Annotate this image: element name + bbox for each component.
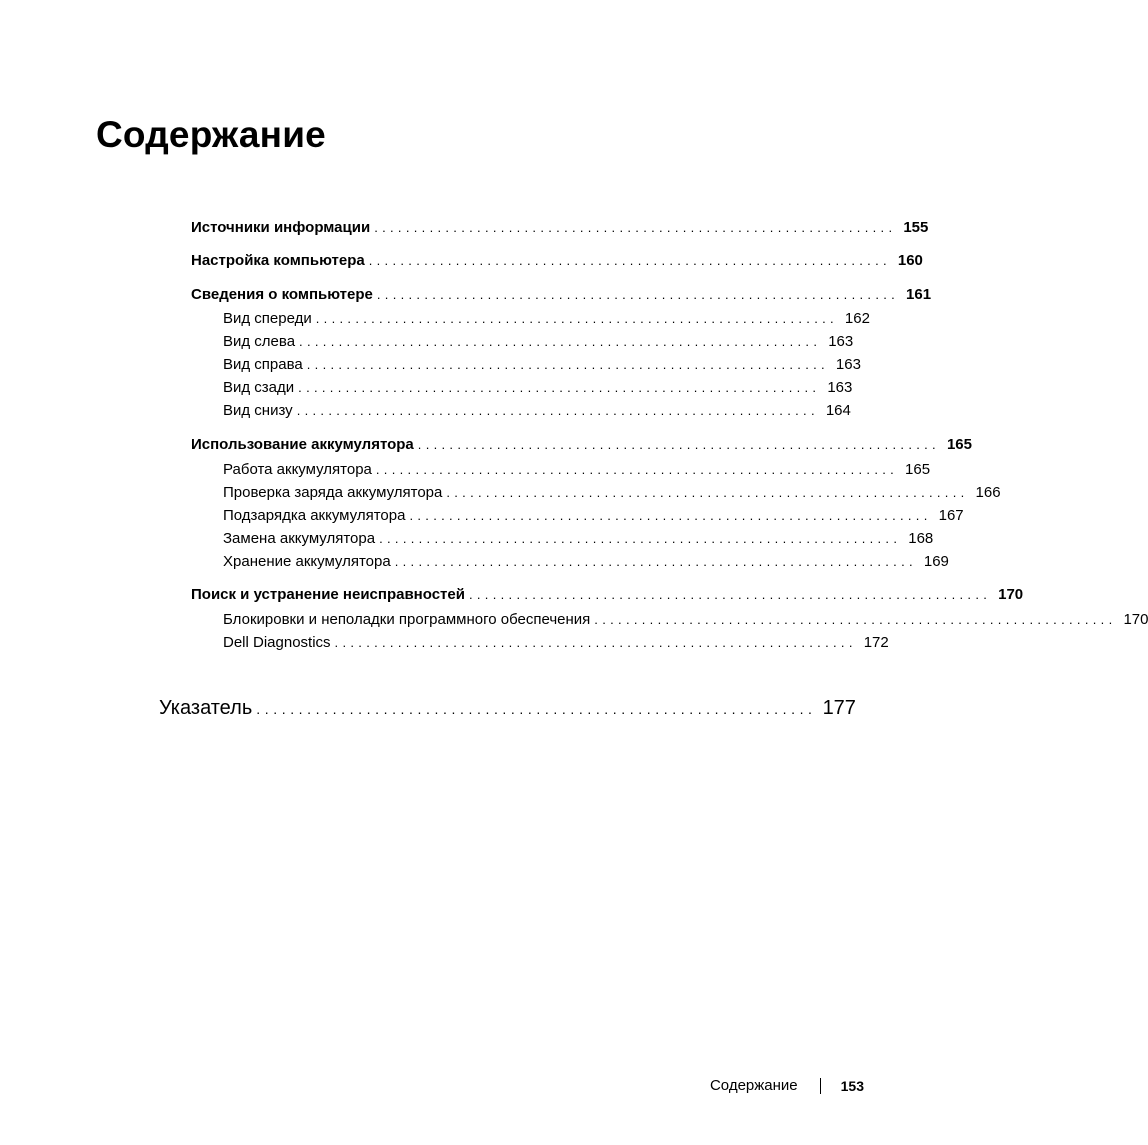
- page-footer: [710, 1076, 864, 1096]
- toc-entry-bottom-view[interactable]: [223, 401, 851, 421]
- toc-entry-page: 162: [844, 310, 870, 327]
- dot-leader: ..................................................................: [375, 462, 899, 477]
- toc-entry-software-lockups[interactable]: [223, 610, 1148, 630]
- dot-leader: ..................................................................: [446, 485, 969, 500]
- toc-entry-label: Замена аккумулятора: [223, 530, 376, 547]
- toc-entry-troubleshooting[interactable]: [191, 585, 1024, 605]
- toc-entry-page: 170: [998, 586, 1024, 603]
- dot-leader: ..................................................................: [394, 554, 917, 569]
- dot-leader: ..................................................................: [296, 403, 819, 418]
- toc-entry-about-computer[interactable]: [191, 285, 932, 305]
- toc-entry-page: 169: [923, 553, 949, 570]
- footer-page-number: 153: [840, 1078, 864, 1094]
- toc-entry-page: 170: [1123, 611, 1148, 628]
- dot-leader: ..................................................................: [334, 635, 857, 650]
- toc-entry-back-view[interactable]: [223, 378, 853, 398]
- toc-entry-label: Вид справа: [223, 356, 303, 373]
- toc-entry-info-sources[interactable]: [191, 218, 929, 238]
- toc-entry-label: Работа аккумулятора: [223, 461, 372, 478]
- toc-entry-label: Dell Diagnostics: [223, 634, 331, 651]
- toc-entry-label: Хранение аккумулятора: [223, 553, 391, 570]
- toc-entry-left-view[interactable]: [223, 332, 854, 352]
- dot-leader: ..................................................................: [374, 220, 897, 235]
- toc-entry-label: Вид слева: [223, 333, 296, 350]
- dot-leader: ..................................................................: [379, 531, 902, 546]
- toc-entry-page: 161: [906, 286, 932, 303]
- dot-leader: ..................................................................: [299, 334, 822, 349]
- toc-entry-front-view[interactable]: [223, 309, 870, 329]
- toc-entry-label: Вид снизу: [223, 402, 293, 419]
- dot-leader: ..................................................................: [368, 253, 891, 268]
- toc-entry-setup[interactable]: [191, 251, 923, 271]
- dot-leader: ..................................................................: [468, 587, 992, 602]
- dot-leader: ..................................................................: [409, 508, 932, 523]
- toc-entry-label: Источники информации: [191, 219, 371, 236]
- toc-entry-page: 177: [822, 697, 856, 719]
- toc-entry-page: 160: [897, 252, 923, 269]
- toc-entry-battery-storage[interactable]: [223, 552, 949, 572]
- dot-leader: ..................................................................: [594, 612, 1117, 627]
- toc-entry-page: 166: [975, 484, 1001, 501]
- toc-entry-label: Поиск и устранение неисправностей: [191, 586, 465, 603]
- toc-entry-label: Настройка компьютера: [191, 252, 365, 269]
- toc-entry-page: 164: [825, 402, 851, 419]
- toc-entry-label: Сведения о компьютере: [191, 286, 373, 303]
- toc-entry-label: Использование аккумулятора: [191, 436, 414, 453]
- toc-entry-page: 155: [903, 219, 929, 236]
- toc-entry-label: Блокировки и неполадки программного обеспечения: [223, 611, 591, 628]
- toc-entry-battery-charging[interactable]: [223, 506, 964, 526]
- toc-entry-battery-charge-check[interactable]: [223, 483, 1001, 503]
- toc-entry-using-battery[interactable]: [191, 435, 972, 455]
- toc-entry-dell-diagnostics[interactable]: [223, 633, 889, 653]
- dot-leader: ..................................................................: [306, 357, 829, 372]
- page-title: Содержание: [96, 114, 326, 155]
- dot-leader: ..................................................................: [256, 701, 817, 717]
- toc-entry-label: Указатель: [159, 697, 253, 719]
- dot-leader: ..................................................................: [298, 380, 821, 395]
- toc-entry-page: 168: [908, 530, 934, 547]
- dot-leader: ..................................................................: [376, 287, 900, 302]
- toc-entry-right-view[interactable]: [223, 355, 861, 375]
- toc-entry-index[interactable]: [159, 695, 856, 722]
- toc-entry-label: Проверка заряда аккумулятора: [223, 484, 443, 501]
- toc-entry-page: 163: [828, 333, 854, 350]
- toc-entry-page: 163: [827, 379, 853, 396]
- toc-entry-page: 165: [946, 436, 972, 453]
- toc-entry-label: Вид спереди: [223, 310, 312, 327]
- toc-entry-page: 167: [938, 507, 964, 524]
- footer-section-title: Содержание: [709, 1077, 798, 1094]
- toc-entry-page: 163: [835, 356, 861, 373]
- toc-entry-page: 172: [863, 634, 889, 651]
- dot-leader: ..................................................................: [315, 311, 838, 326]
- toc-entry-label: Вид сзади: [223, 379, 295, 396]
- toc-entry-label: Подзарядка аккумулятора: [223, 507, 406, 524]
- toc-entry-battery-replacement[interactable]: [223, 529, 934, 549]
- dot-leader: ..................................................................: [417, 437, 940, 452]
- footer-divider: [820, 1078, 821, 1094]
- toc-entry-page: 165: [905, 461, 931, 478]
- toc-entry-battery-operation[interactable]: [223, 460, 931, 480]
